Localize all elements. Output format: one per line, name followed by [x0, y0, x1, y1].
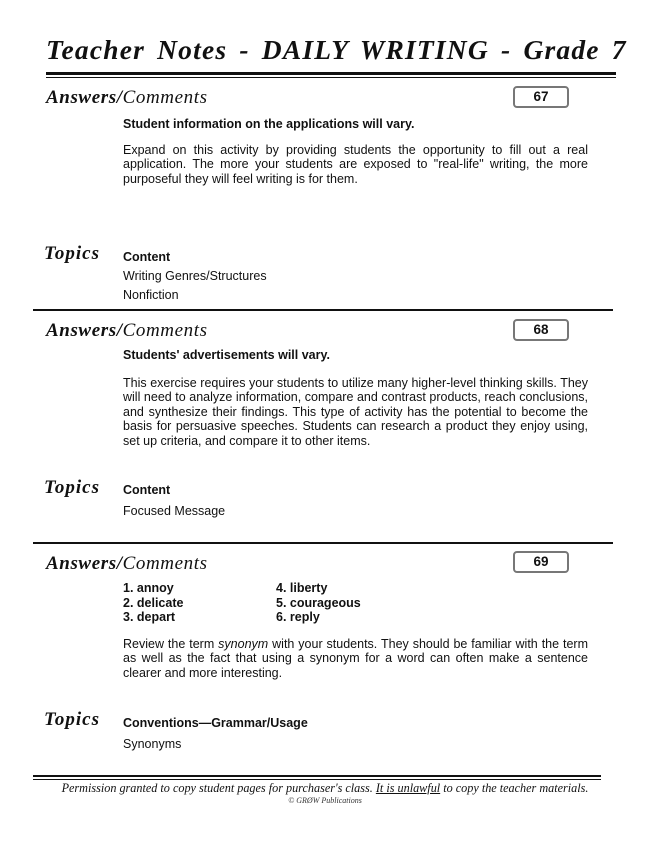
topic-category: Content	[123, 483, 171, 497]
permission-text: Permission granted to copy student pages for purchaser's class.	[61, 781, 376, 795]
comment-paragraph	[123, 637, 588, 680]
answer-item: 2. delicate	[123, 596, 184, 610]
comment-paragraph: This exercise requires your students to utilize many higher-level thinking skills. They will need to analyze information, compare and contrast products, reach conclusions, and synthesize their findings. This type of activity has the potential to become the basis for persuasive speeches. Students can research a product they enjoy using, set up criteria, and compare it to other items.	[123, 376, 588, 448]
heading-answers: Answers/	[46, 87, 123, 108]
paragraph-text: Review the term	[123, 637, 219, 651]
section-divider	[33, 542, 613, 544]
page-number-badge: 67	[513, 86, 569, 108]
answers-comments-heading	[46, 87, 208, 109]
section-divider	[33, 309, 613, 311]
answer-item: 3. depart	[123, 610, 176, 624]
answer-lead: Student information on the applications will vary.	[123, 117, 415, 131]
answer-item: 5. courageous	[276, 596, 361, 610]
header-rule-thin	[46, 77, 616, 78]
page-number-badge: 68	[513, 319, 569, 341]
heading-comments: Comments	[122, 87, 208, 108]
footer-rule-thin	[33, 779, 601, 780]
header-rule-thick	[46, 72, 616, 75]
topic-item: Synonyms	[123, 737, 182, 751]
topics-label: Topics	[44, 709, 100, 730]
heading-answers: Answers/	[46, 553, 123, 574]
paragraph-text: with your students. They should be familiar with the term as well as the fact that using a synonym for a word can often make a sentence clearer and more interesting.	[123, 637, 588, 680]
answer-item: 4. liberty	[276, 581, 328, 595]
topics-label: Topics	[44, 243, 100, 264]
footer-rule-thick	[33, 775, 601, 777]
permission-notice	[0, 781, 650, 796]
topic-category: Conventions—Grammar/Usage	[123, 716, 308, 730]
heading-comments: Comments	[122, 320, 208, 341]
heading-comments: Comments	[122, 553, 208, 574]
permission-text: to copy the teacher materials.	[440, 781, 589, 795]
paragraph-term: synonym	[218, 637, 269, 651]
answer-lead: Students' advertisements will vary.	[123, 348, 330, 362]
permission-warning: It is unlawful	[375, 781, 441, 795]
comment-paragraph: Expand on this activity by providing students the opportunity to fill out a real application. The more your students are exposed to "real-life" writing, the more purposeful they will feel writing is for them.	[123, 143, 588, 186]
answers-comments-heading	[46, 320, 208, 342]
page-number-badge: 69	[513, 551, 569, 573]
answer-item: 6. reply	[276, 610, 320, 624]
topic-item: Nonfiction	[123, 288, 179, 302]
answers-comments-heading	[46, 553, 208, 575]
copyright-notice: © GRØW Publications	[288, 796, 362, 805]
heading-answers: Answers/	[46, 320, 123, 341]
topic-item: Writing Genres/Structures	[123, 269, 267, 283]
page-title: Teacher Notes - DAILY WRITING - Grade 7	[46, 34, 627, 65]
topic-item: Focused Message	[123, 504, 226, 518]
topics-label: Topics	[44, 477, 100, 498]
answer-item: 1. annoy	[123, 581, 174, 595]
topic-category: Content	[123, 250, 171, 264]
